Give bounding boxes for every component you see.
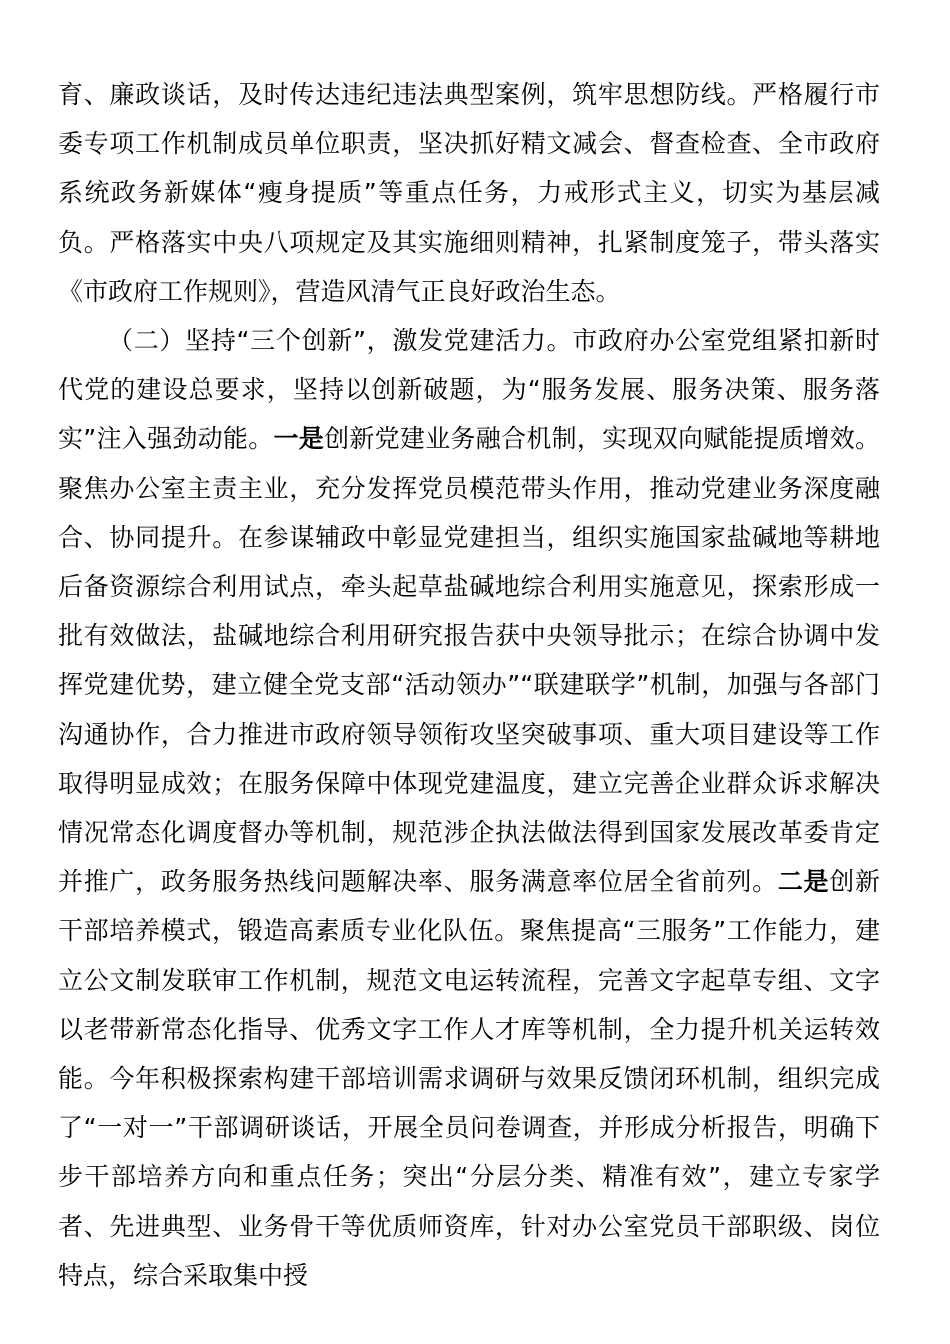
marker-one: 一是 [273,424,325,454]
section-one-text: 创新党建业务融合机制，实现双向赋能提质增效。聚焦办公室主责主业，充分发挥党员模范带头作用，推动党建业务深度融合、协同提升。在参谋辅政中彰显党建担当，组织实施国家盐碱地等耕地后备资源综合利用试点，牵头起草盐碱地综合利用实施意见，探索形成一批有效做法，盐碱地综合利用研究报告获中央领导批示；在综合协调中发挥党建优势，建立健全党支部“活动领办”“联建联学”机制，加强与各部门沟通协作，合力推进市政府领导领衔攻坚突破事项、重大项目建设等工作取得明显成效；在服务保障中体现党建温度，建立完善企业群众诉求解决情况常态化调度督办等机制，规范涉企执法做法得到国家发展改革委肯定并推广，政务服务热线问题解决率、服务满意率位居全省前列。 [58,424,880,897]
paragraph-continuation [58,70,880,316]
paragraph-1-text: 育、廉政谈话，及时传达违纪违法典型案例，筑牢思想防线。严格履行市委专项工作机制成员单位职责，坚决抓好精文减会、督查检查、全市政府系统政务新媒体“瘦身提质”等重点任务，力戒形式主义，切实为基层减负。严格落实中央八项规定及其实施细则精神，扎紧制度笼子，带头落实《市政府工作规则》，营造风清气正良好政治生态。 [58,80,880,306]
marker-two: 二是 [777,867,830,897]
section-two-text: 创新干部培养模式，锻造高素质专业化队伍。聚焦提高“三服务”工作能力，建立公文制发联审工作机制，规范文电运转流程，完善文字起草专组、文字以老带新常态化指导、优秀文字工作人才库等机制，全力提升机关运转效能。今年积极探索构建干部培训需求调研与效果反馈闭环机制，组织完成了“一对一”干部调研谈话，开展全员问卷调查，并形成分析报告，明确下步干部培养方向和重点任务；突出“分层分类、精准有效”，建立专家学者、先进典型、业务骨干等优质师资库，针对办公室党员干部职级、岗位特点，综合采取集中授 [58,867,880,1290]
paragraph-section-two [58,316,880,1300]
body-text [58,70,880,1300]
section-two-intro: （二）坚持“三个创新”，激发党建活力。市政府办公室党组紧扣新时代党的建设总要求，坚持以创新破题，为“服务发展、服务决策、服务落实”注入强劲动能。 [58,326,880,454]
